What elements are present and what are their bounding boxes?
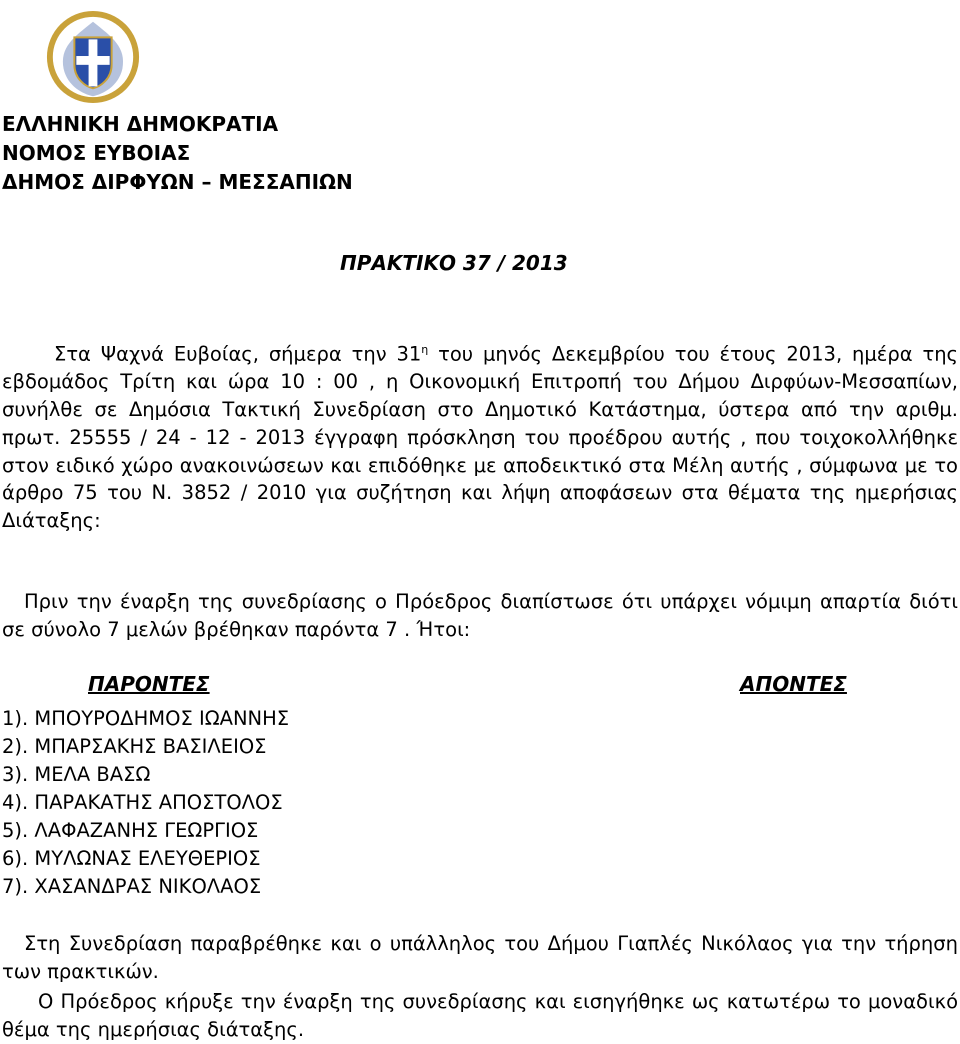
- absent-heading: ΑΠΟΝΤΕΣ: [740, 672, 847, 696]
- opening-paragraph: [2, 988, 958, 1044]
- document-header: [2, 110, 353, 197]
- present-heading: ΠΑΡΟΝΤΕΣ: [88, 672, 210, 696]
- quorum-text: Πριν την έναρξη της συνεδρίασης ο Πρόεδρος διαπίστωσε ότι υπάρχει νόμιμη απαρτία διότι σε σύνολο 7 μελών βρέθηκαν παρόντα 7 . Ήτοι:: [2, 590, 958, 641]
- header-municipality: ΔΗΜΟΣ ΔΙΡΦΥΩΝ – ΜΕΣΣΑΠΙΩΝ: [2, 170, 353, 194]
- header-country: ΕΛΛΗΝΙΚΗ ΔΗΜΟΚΡΑΤΙΑ: [2, 112, 279, 136]
- intro-part1: Στα Ψαχνά Ευβοίας, σήμερα την 31: [54, 342, 422, 366]
- members-list: [2, 705, 289, 901]
- document-title: ΠΡΑΚΤΙΚΟ 37 / 2013: [340, 251, 568, 275]
- list-item: 5). ΛΑΦΑΖΑΝΗΣ ΓΕΩΡΓΙΟΣ: [2, 819, 259, 842]
- intro-part2: του μηνός Δεκεμβρίου του έτους 2013, ημέρα της εβδομάδος Τρίτη και ώρα 10 : 00 , η Οικονομική Επιτροπή του Δήμου Διρφύων-Μεσσαπίων, συνήλθε σε Δημόσια Τακτική Συνεδρίαση στο Δημοτικό Κατάστημα, ύστερα από την αριθμ. πρωτ. 25555 / 24 - 12 - 2013 έγγραφη πρόσκληση του προέδρου αυτής , που τοιχοκολλήθηκε στον ειδικό χώρο ανακοινώσεων και επιδόθηκε με αποδεικτικό στα Μέλη αυτής , σύμφωνα με το άρθρο 75 του Ν. 3852 / 2010 για συζήτηση και λήψη αποφάσεων στα θέματα της ημερήσιας Διάταξης:: [2, 342, 958, 533]
- list-item: 4). ΠΑΡΑΚΑΤΗΣ ΑΠΟΣΤΟΛΟΣ: [2, 791, 283, 814]
- intro-paragraph: [2, 336, 958, 535]
- coat-of-arms-icon: [44, 8, 142, 106]
- list-item: 7). ΧΑΣΑΝΔΡΑΣ ΝΙΚΟΛΑΟΣ: [2, 875, 262, 898]
- opening-text: Ο Πρόεδρος κήρυξε την έναρξη της συνεδρίασης και εισηγήθηκε ως κατωτέρω το μοναδικό θέμα της ημερήσιας διάταξης.: [2, 990, 958, 1041]
- clerk-paragraph: [2, 930, 958, 986]
- quorum-paragraph: [2, 588, 958, 644]
- list-item: 3). ΜΕΛΑ ΒΑΣΩ: [2, 763, 151, 786]
- list-item: 2). ΜΠΑΡΣΑΚΗΣ ΒΑΣΙΛΕΙΟΣ: [2, 735, 267, 758]
- clerk-text: Στη Συνεδρίαση παραβρέθηκε και ο υπάλληλος του Δήμου Γιαπλές Νικόλαος για την τήρηση των πρακτικών.: [2, 932, 958, 983]
- header-prefecture: ΝΟΜΟΣ ΕΥΒΟΙΑΣ: [2, 141, 191, 165]
- list-item: 6). ΜΥΛΩΝΑΣ ΕΛΕΥΘΕΡΙΟΣ: [2, 847, 261, 870]
- intro-sup: η: [421, 343, 429, 356]
- list-item: 1). ΜΠΟΥΡΟΔΗΜΟΣ ΙΩΑΝΝΗΣ: [2, 707, 290, 730]
